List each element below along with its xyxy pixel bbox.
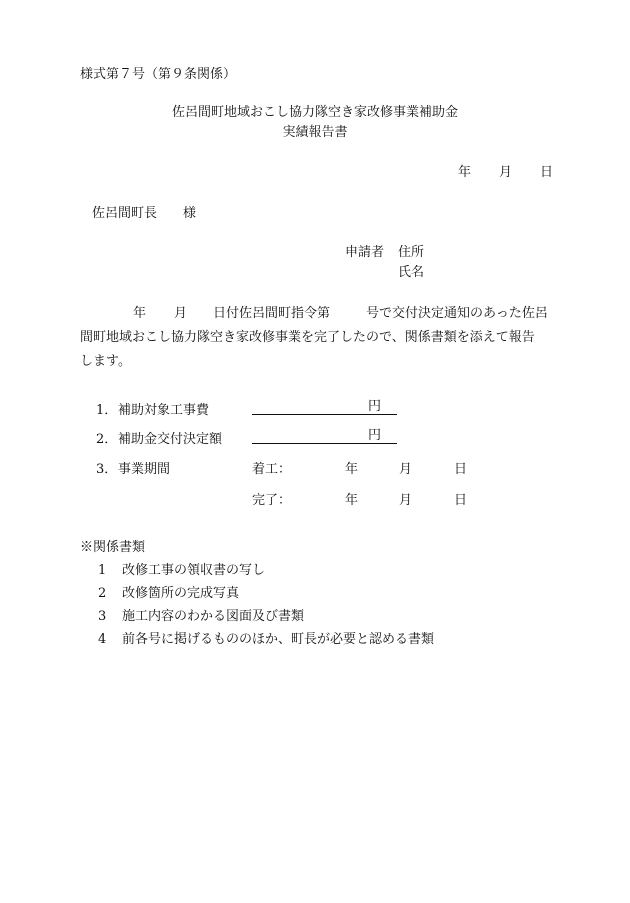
attachment-text: 改修工事の領収書の写し (122, 563, 266, 578)
attachment-text: 施工内容のわかる図面及び書類 (122, 609, 305, 624)
amount-unit: 円 (367, 399, 381, 414)
attachment-text: 前各号に掲げるもののほか、町長が必要と認める書類 (122, 632, 435, 647)
date-year: 年 (458, 165, 472, 180)
date-day: 日 (540, 165, 554, 180)
date-month: 月 (499, 165, 513, 180)
item-number: 3． (96, 462, 118, 477)
body-line2: 間町地域おこし協力隊空き家改修事業を完了したので、関係書類を添えて報告 (80, 330, 535, 345)
item-label: 補助金交付決定額 (118, 432, 223, 447)
body-line1-end: 号で交付決定通知のあった佐呂 (366, 306, 548, 321)
period-start-month: 月 (399, 462, 413, 477)
body-year: 年 (133, 306, 147, 321)
item-number: 1． (96, 403, 118, 418)
attachments-heading: ※関係書類 (80, 540, 146, 555)
amount-field[interactable] (252, 429, 397, 450)
attachment-number: 1 (98, 563, 107, 578)
item-label: 事業期間 (118, 462, 171, 477)
period-start-day: 日 (454, 462, 468, 477)
period-start-label: 着工： (252, 462, 292, 477)
item-number: 2． (96, 432, 118, 447)
applicant-name-label: 氏名 (398, 265, 425, 280)
body-line3: します。 (80, 354, 131, 369)
item-label: 補助対象工事費 (118, 403, 210, 418)
period-end-label: 完了： (252, 493, 292, 508)
attachment-text: 改修箇所の完成写真 (122, 586, 240, 601)
body-order-text: 日付佐呂間町指令第 (213, 306, 331, 321)
addressee: 佐呂間町長 様 (92, 206, 197, 221)
title-line-1: 佐呂間町地域おこし協力隊空き家改修事業補助金 (171, 105, 458, 120)
body-month: 月 (174, 306, 188, 321)
attachment-number: 3 (98, 609, 107, 624)
applicant-label: 申請者 (345, 245, 385, 260)
form-number: 様式第７号（第９条関係） (80, 67, 237, 82)
attachment-number: 4 (98, 632, 107, 647)
applicant-address-label: 住所 (398, 245, 425, 260)
amount-unit: 円 (367, 428, 381, 443)
period-end-month: 月 (399, 493, 413, 508)
attachment-number: 2 (98, 586, 107, 601)
title-line-2: 実績報告書 (282, 125, 348, 140)
period-end-year: 年 (345, 493, 359, 508)
period-end-day: 日 (454, 493, 468, 508)
period-start-year: 年 (345, 462, 359, 477)
amount-field[interactable] (252, 400, 397, 421)
